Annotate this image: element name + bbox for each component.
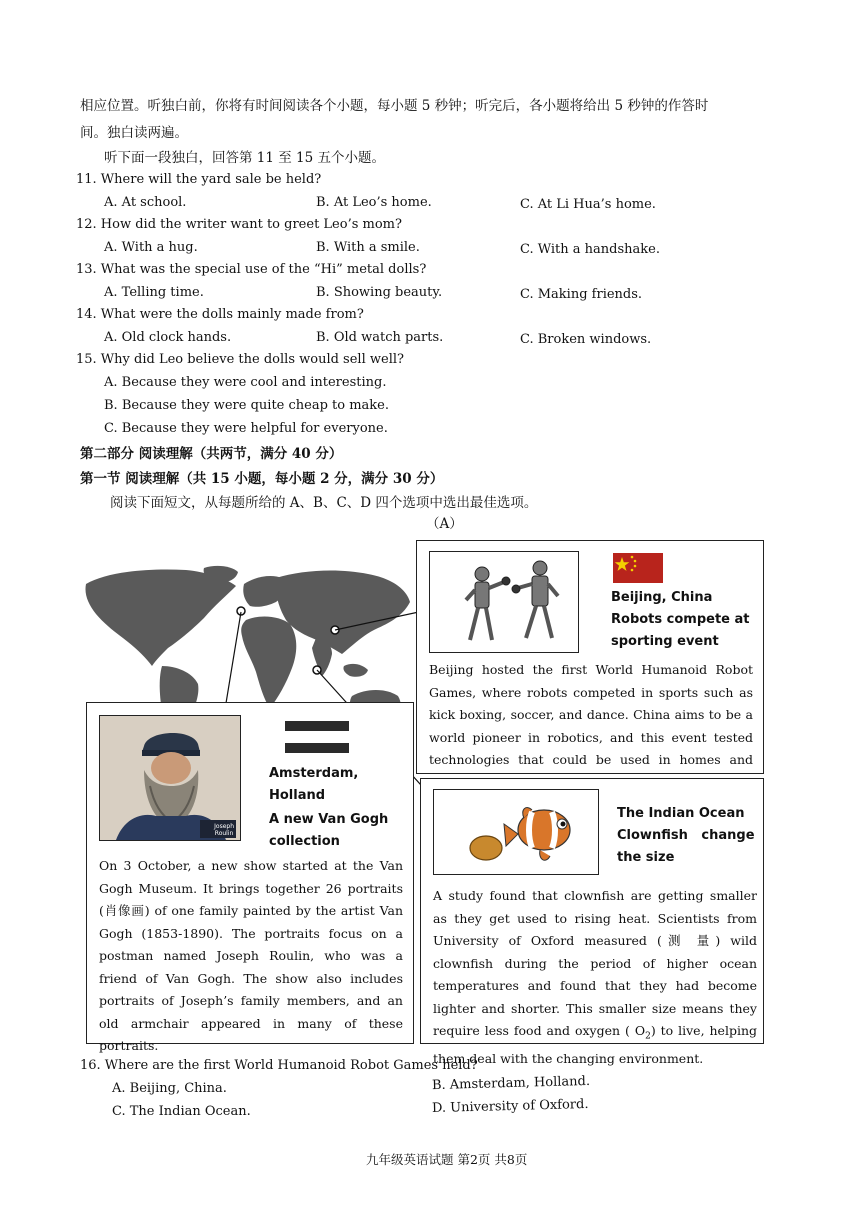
passage-label: （A） <box>426 516 463 532</box>
question-16: 16. Where are the first World Humanoid Robot Games held? <box>80 1058 478 1073</box>
ocean-body-part-1: A study found that clownfish are getting smaller as they get used to rising heat. Scientists from University of Oxford measured (测 量) wild clownfish during the period of higher ocean temperatures and found that they had become lighter and shorter. This smaller size means they require less food and oxygen ( O <box>433 888 757 1038</box>
flag-stripe-top <box>285 721 349 731</box>
section-intro: 听下面一段独白，回答第 11 至 15 五个小题。 <box>104 150 386 166</box>
option-16-d: D. University of Oxford. <box>431 1096 589 1117</box>
instruction-line-2: 间。独白读两遍。 <box>80 125 188 141</box>
option-12-c: C. With a handshake. <box>520 242 660 257</box>
amsterdam-heading <box>269 763 409 853</box>
portrait-caption-line-2: Roulin <box>214 830 234 837</box>
option-14-c: C. Broken windows. <box>520 332 652 347</box>
ocean-heading <box>617 803 757 869</box>
beijing-heading <box>611 587 761 653</box>
china-flag-icon <box>613 553 663 583</box>
option-11-b: B. At Leo’s home. <box>316 195 432 210</box>
question-11: 11. Where will the yard sale be held? <box>76 172 322 187</box>
indian-ocean-article <box>420 778 764 1066</box>
beijing-heading-line-3: sporting event <box>611 634 719 649</box>
option-15-a: A. Because they were cool and interesting. <box>104 375 387 390</box>
ocean-heading-line-1: The Indian Ocean <box>617 806 745 821</box>
option-16-b: B. Amsterdam, Holland. <box>431 1073 591 1094</box>
ocean-heading-line-2: Clownfish change <box>617 828 755 843</box>
option-12-b: B. With a smile. <box>316 240 420 255</box>
option-11-a: A. At school. <box>104 195 187 210</box>
option-12-a: A. With a hug. <box>104 240 198 255</box>
ocean-body <box>433 885 757 1071</box>
amsterdam-heading-line-1: Amsterdam, <box>269 766 359 781</box>
question-12: 12. How did the writer want to greet Leo’s mom? <box>76 217 402 232</box>
page-footer: 九年级英语试题 第2页 共8页 <box>366 1152 528 1167</box>
portrait-caption-line-1: Joseph <box>214 823 234 830</box>
option-13-a: A. Telling time. <box>104 285 204 300</box>
option-16-c: C. The Indian Ocean. <box>112 1104 251 1119</box>
portrait-caption <box>214 823 234 837</box>
amsterdam-body: On 3 October, a new show started at the Van Gogh Museum. It brings together 26 portraits (肖像画) of one family painted by the artist Van Gogh (1853-1890). The portraits focus on a postman named Joseph Roulin, who was a friend of Van Gogh. The show also includes portraits of Joseph’s family members, and an old armchair appeared in many of these portraits. <box>99 858 403 1053</box>
question-13: 13. What was the special use of the “Hi” metal dolls? <box>76 262 427 277</box>
question-15: 15. Why did Leo believe the dolls would sell well? <box>76 352 404 367</box>
option-15-c: C. Because they were helpful for everyone. <box>104 421 388 436</box>
robot-boxing-image <box>429 551 579 653</box>
beijing-body: Beijing hosted the first World Humanoid Robot Games, where robots competed in sports such as kick boxing, soccer, and dance. China aims to be a world pioneer in robotics, and this event tested technologies that could be used in homes and <box>429 662 753 767</box>
portrait-image <box>99 715 241 841</box>
clownfish-image <box>433 789 599 875</box>
part-title: 第二部分 阅读理解（共两节，满分 40 分） <box>80 446 343 462</box>
option-14-b: B. Old watch parts. <box>316 330 444 345</box>
flag-stripe-bottom <box>285 743 349 753</box>
question-14: 14. What were the dolls mainly made from? <box>76 307 364 322</box>
amsterdam-article <box>86 702 414 1053</box>
amsterdam-heading-line-3: A new Van Gogh <box>269 812 389 827</box>
option-11-c: C. At Li Hua’s home. <box>520 197 656 212</box>
option-13-b: B. Showing beauty. <box>316 285 443 300</box>
option-13-c: C. Making friends. <box>520 287 643 302</box>
ocean-heading-line-3: the size <box>617 850 675 865</box>
section-title: 第一节 阅读理解（共 15 小题，每小题 2 分，满分 30 分） <box>80 471 444 487</box>
beijing-heading-line-1: Beijing, China <box>611 590 713 605</box>
option-15-b: B. Because they were quite cheap to make. <box>104 398 390 413</box>
ocean-body-part-2: ) to live, helping them deal with the changing environment. <box>433 1023 757 1066</box>
amsterdam-heading-line-2: Holland <box>269 788 326 803</box>
oxygen-subscript: 2 <box>645 1031 651 1042</box>
beijing-article <box>416 540 764 774</box>
option-16-a: A. Beijing, China. <box>112 1081 227 1096</box>
option-14-a: A. Old clock hands. <box>104 330 232 345</box>
beijing-heading-line-2: Robots compete at <box>611 612 750 627</box>
reading-instruction: 阅读下面短文，从每题所给的 A、B、C、D 四个选项中选出最佳选项。 <box>110 495 538 511</box>
instruction-line-1: 相应位置。听独白前，你将有时间阅读各个小题，每小题 5 秒钟；听完后，各小题将给出 5 秒钟的作答时 <box>80 98 709 114</box>
amsterdam-heading-line-4: collection <box>269 834 340 849</box>
